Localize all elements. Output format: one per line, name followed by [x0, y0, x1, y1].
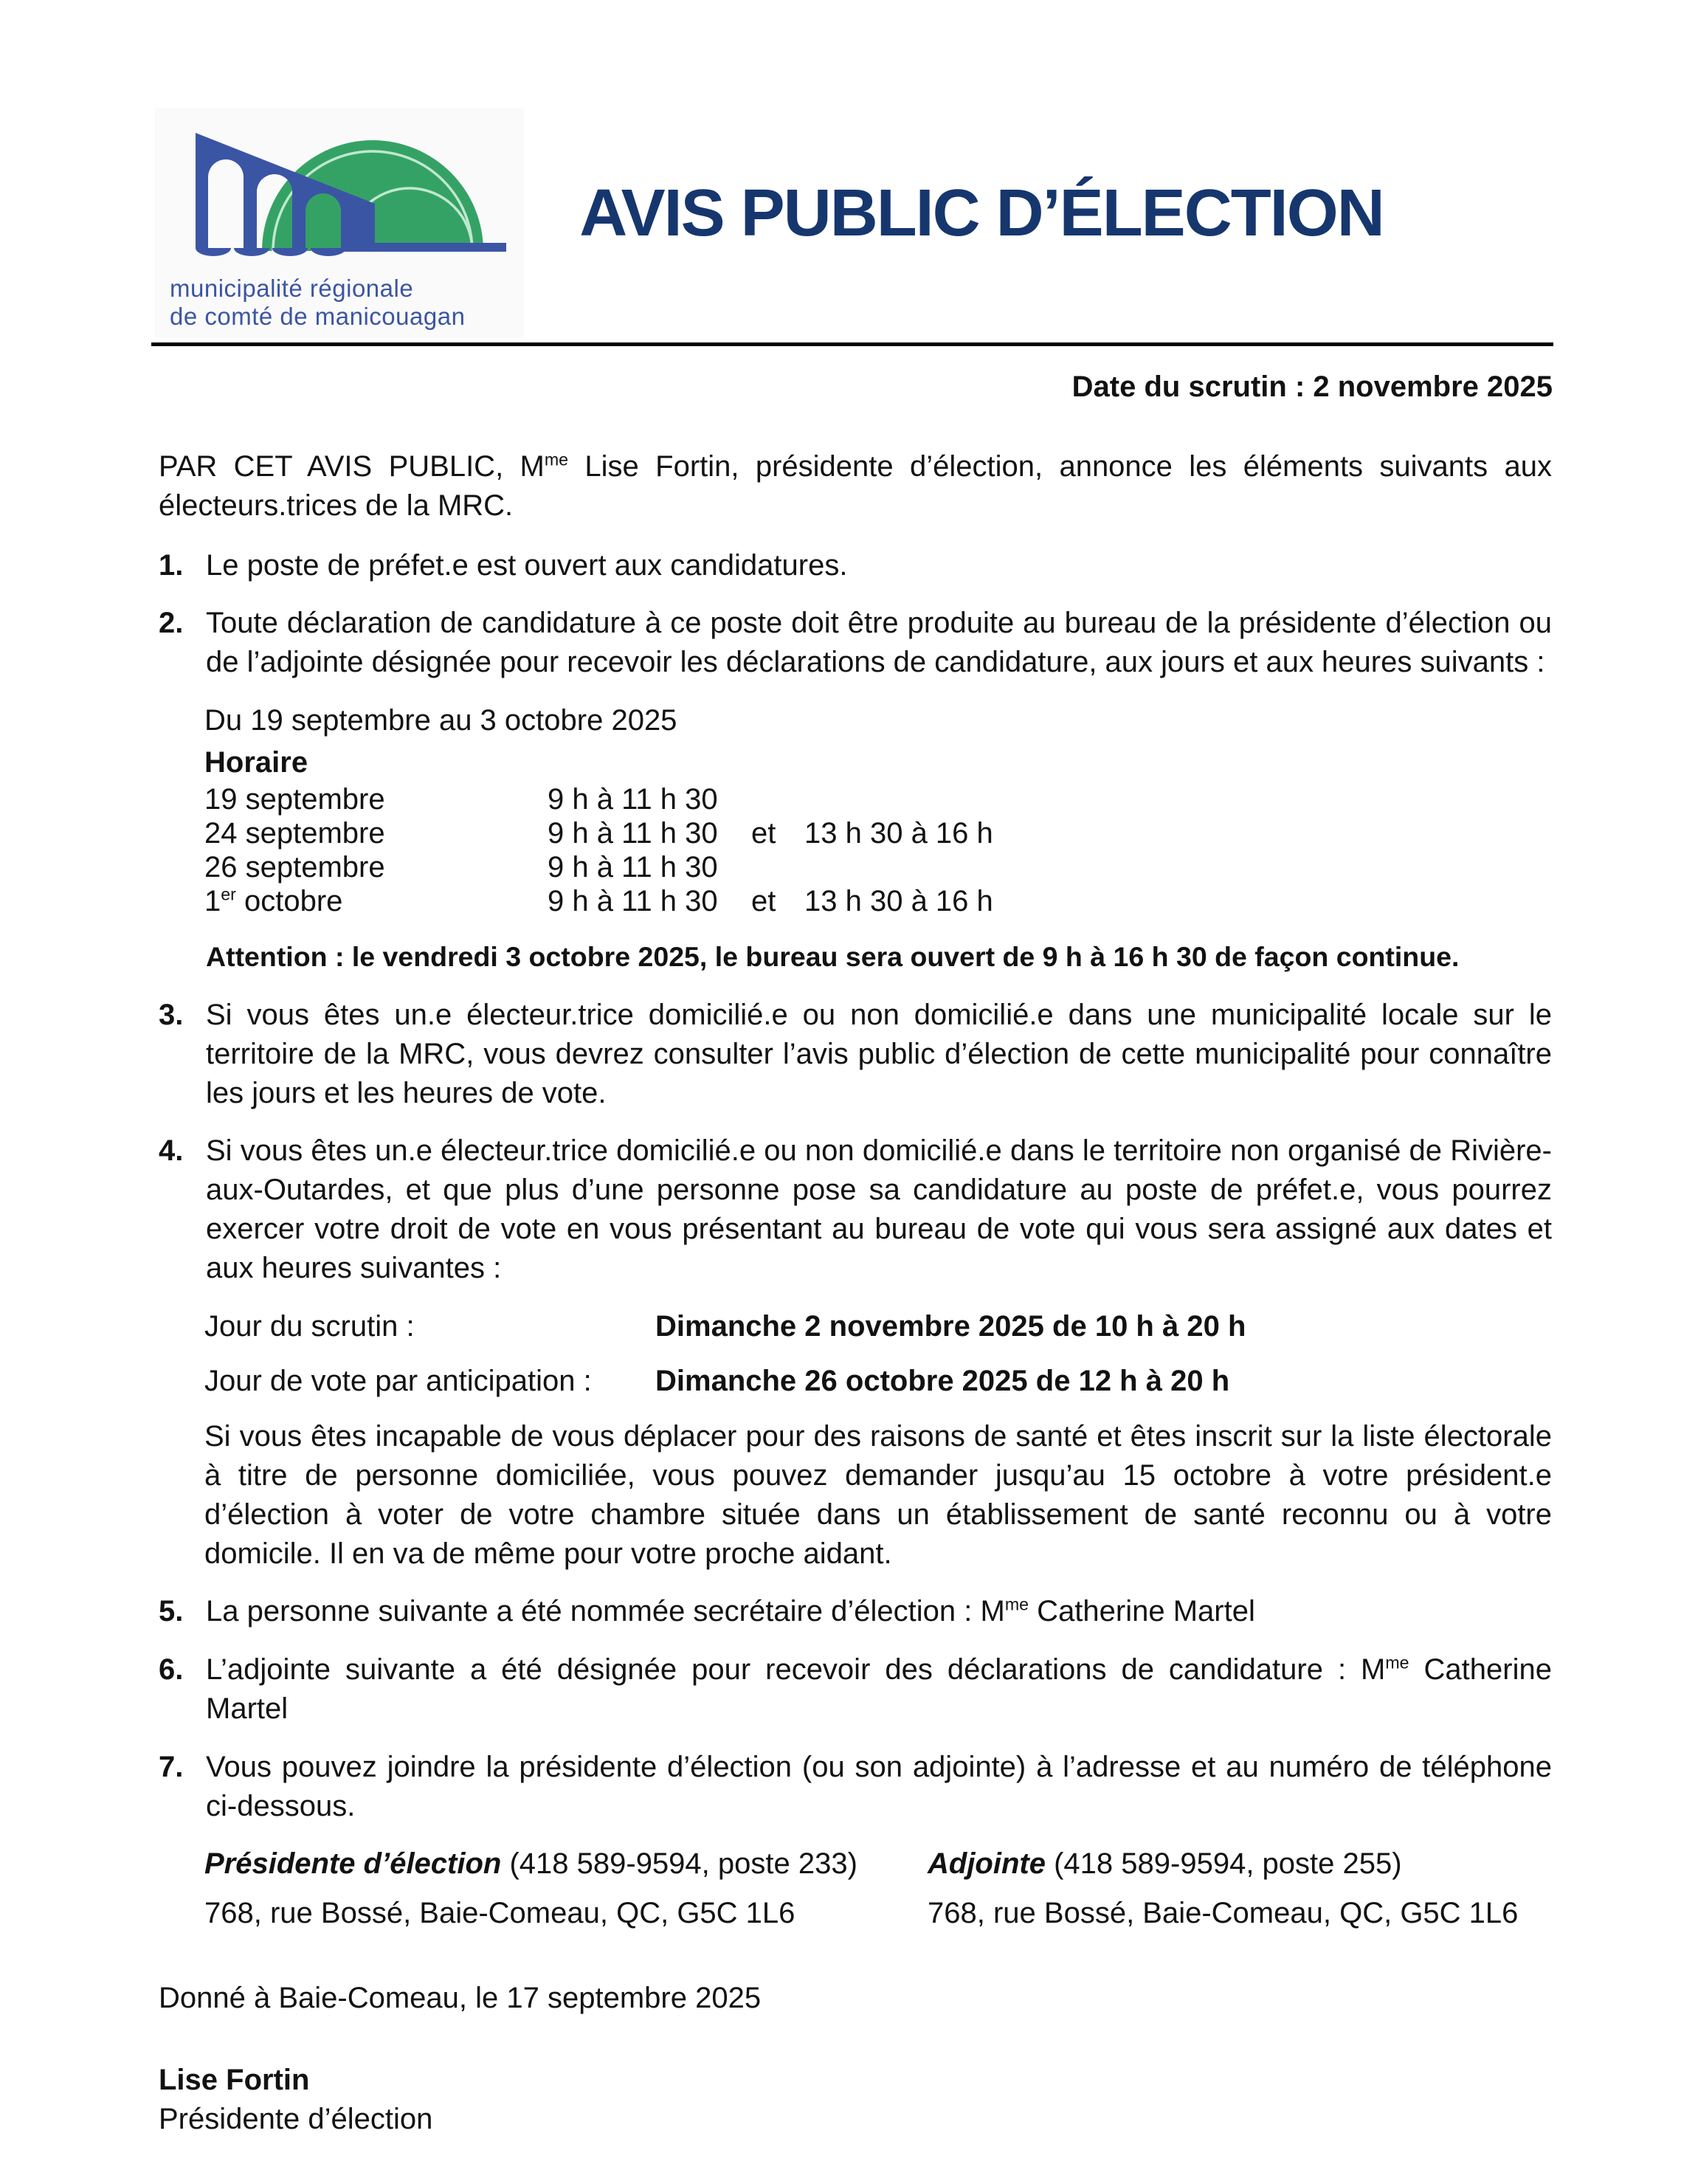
- advance-vote-row: [204, 1362, 1552, 1401]
- schedule-time-1: 9 h à 11 h 30: [548, 884, 718, 917]
- madame-superscript: me: [1385, 1653, 1409, 1673]
- schedule-table: [204, 782, 1552, 918]
- advance-vote-value: Dimanche 26 octobre 2025 de 12 h à 20 h: [655, 1365, 1230, 1398]
- list-item-6: [159, 1650, 1552, 1729]
- candidacy-period: Du 19 septembre au 3 octobre 2025: [204, 703, 677, 737]
- item-text: L’adjointe suivante a été désignée pour recevoir des déclarations de candidature : $M^{me}$ Catherine Martel: [206, 1653, 1552, 1726]
- header-divider: [151, 342, 1553, 346]
- schedule-date: 24 septembre: [204, 816, 385, 850]
- schedule-conjunction: et: [751, 816, 776, 850]
- madame-superscript: me: [1004, 1595, 1029, 1615]
- list-item-1: [159, 546, 1552, 585]
- schedule-time-2: [804, 782, 1552, 816]
- signature-block: [159, 2061, 1552, 2139]
- list-item-3: [159, 996, 1552, 1112]
- contact-adjointe: [928, 1844, 1552, 1933]
- item-number: 5.: [159, 1595, 184, 1628]
- item-number: 3.: [159, 999, 184, 1032]
- schedule-conjunction: et: [751, 884, 776, 917]
- schedule-row: [204, 850, 1552, 884]
- list-item-5: [159, 1592, 1552, 1631]
- vote-day-value: Dimanche 2 novembre 2025 de 10 h à 20 h: [655, 1309, 1246, 1343]
- contact-role: Adjointe: [928, 1847, 1046, 1881]
- item-number: 1.: [159, 548, 184, 582]
- schedule-date: 26 septembre: [204, 850, 385, 883]
- item-number: 4.: [159, 1134, 184, 1168]
- schedule-title: Horaire: [204, 745, 308, 779]
- schedule-conjunction: [751, 782, 804, 816]
- mrc-logo: [155, 108, 524, 338]
- contact-phone: (418 589-9594, poste 255): [1045, 1847, 1402, 1881]
- item-text: La personne suivante a été nommée secrétaire d’élection : $M^{me}$ Catherine Martel: [206, 1595, 1255, 1628]
- contact-role-line: [204, 1844, 928, 1884]
- item-text: Vous pouvez joindre la présidente d’élection (ou son adjointe) à l’adresse et au numéro de téléphone ci-dessous.: [206, 1750, 1552, 1822]
- scrutin-date-line: Date du scrutin : 2 novembre 2025: [1071, 371, 1553, 403]
- contact-columns: [204, 1844, 1552, 1933]
- schedule-time-2: 13 h 30 à 16 h: [804, 816, 993, 850]
- advance-vote-label: Jour de vote par anticipation :: [204, 1365, 592, 1398]
- schedule-conjunction: [751, 850, 804, 884]
- item-text: Toute déclaration de candidature à ce poste doit être produite au bureau de la présidente d’élection ou de l’adjointe désignée pour recevoir les déclarations de candidature, aux jours et aux heures suivants :: [206, 607, 1552, 679]
- vote-day-row: [204, 1307, 1552, 1346]
- contact-president: [204, 1844, 928, 1933]
- contact-role: Présidente d’élection: [204, 1847, 502, 1881]
- mrc-bridge-logo-icon: [170, 124, 506, 260]
- schedule-row: [204, 782, 1552, 816]
- contact-role-line: [928, 1844, 1552, 1884]
- list-item-7: [159, 1748, 1552, 1826]
- item-number: 7.: [159, 1750, 184, 1783]
- schedule-date: 1er octobre: [204, 884, 343, 917]
- schedule-row: [204, 884, 1552, 918]
- logo-wordmark-line1: municipalité régionale: [170, 274, 414, 302]
- logo-wordmark-line2: de comté de manicouagan: [170, 303, 466, 331]
- signatory-name: Lise Fortin: [159, 2063, 310, 2096]
- schedule-time-2: 13 h 30 à 16 h: [804, 884, 993, 917]
- item-number: 2.: [159, 607, 184, 640]
- signatory-role: Présidente d’élection: [159, 2102, 433, 2135]
- attention-note: Attention : le vendredi 3 octobre 2025, le bureau sera ouvert de 9 h à 16 h 30 de façon continue.: [206, 940, 1460, 972]
- schedule-time-1: 9 h à 11 h 30: [548, 816, 718, 850]
- madame-superscript: me: [544, 449, 569, 469]
- schedule-time-1: 9 h à 11 h 30: [548, 782, 718, 816]
- logo-wordmark: [170, 275, 524, 331]
- schedule-time-2: [804, 850, 1552, 884]
- contact-phone: (418 589-9594, poste 233): [501, 1847, 857, 1881]
- schedule-row: [204, 816, 1552, 850]
- item-number: 6.: [159, 1653, 184, 1687]
- vote-day-label: Jour du scrutin :: [204, 1309, 415, 1343]
- given-at-line: Donné à Baie-Comeau, le 17 septembre 2025: [159, 1982, 762, 2015]
- page-title: AVIS PUBLIC D’ÉLECTION: [579, 176, 1384, 250]
- list-item-2: [159, 604, 1552, 682]
- health-vote-note: Si vous êtes incapable de vous déplacer pour des raisons de santé et êtes inscrit sur la liste électorale à titre de personne domiciliée, vous pouvez demander jusqu’au 15 octobre à votre président.e d’élection à voter de votre chambre située dans un établissement de santé reconnu ou à votre domicile. Il en va de même pour votre proche aidant.: [204, 1420, 1552, 1570]
- schedule-time-1: 9 h à 11 h 30: [548, 850, 718, 883]
- intro-paragraph: PAR CET AVIS PUBLIC, $M^{me}$ Lise Fortin, présidente d’élection, annonce les éléments suivants aux électeurs.trices de la MRC.: [159, 449, 1552, 522]
- list-item-4: [159, 1131, 1552, 1287]
- item-text: Si vous êtes un.e électeur.trice domicilié.e ou non domicilié.e dans une municipalité locale sur le territoire de la MRC, vous devrez consulter l’avis public d’élection de cette municipalité pour connaître les jours et les heures de vote.: [206, 999, 1552, 1109]
- item-text: Le poste de préfet.e est ouvert aux candidatures.: [206, 548, 848, 582]
- schedule-date: 19 septembre: [204, 782, 385, 816]
- item-text: Si vous êtes un.e électeur.trice domicilié.e ou non domicilié.e dans le territoire non organisé de Rivière-aux-Outardes, et que plus d’une personne pose sa candidature au poste de préfet.e, vous pourrez exercer votre droit de vote en vous présentant au bureau de vote qui vous sera assigné aux dates et aux heures suivantes :: [206, 1134, 1552, 1284]
- contact-address: 768, rue Bossé, Baie-Comeau, QC, G5C 1L6: [928, 1897, 1519, 1930]
- notice-body: [159, 447, 1552, 2138]
- contact-address: 768, rue Bossé, Baie-Comeau, QC, G5C 1L6: [204, 1897, 795, 1930]
